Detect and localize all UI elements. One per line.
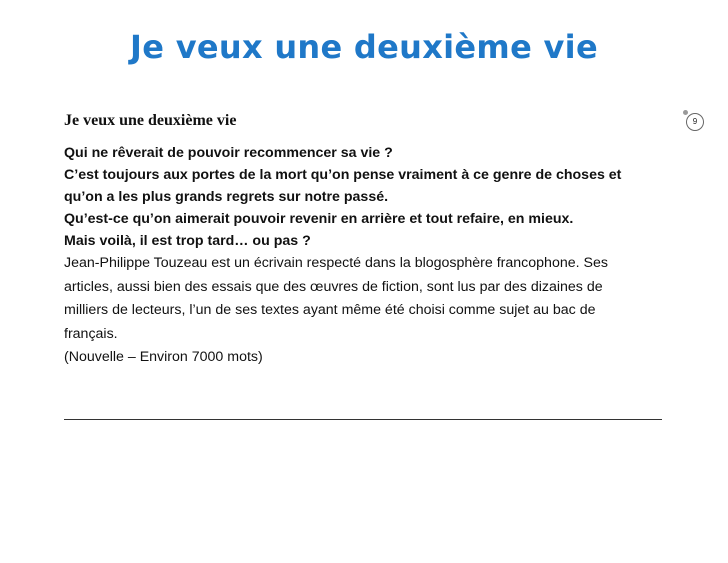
page-badge-dot bbox=[683, 110, 688, 115]
tagline-line-3: qu’on a les plus grands regrets sur notre passé. bbox=[64, 189, 389, 205]
document-body bbox=[64, 142, 664, 368]
description-line-3: milliers de lecteurs, l’un de ses textes ayant même été choisi comme sujet au bac de bbox=[64, 302, 596, 318]
description-line-1: Jean-Philippe Touzeau est un écrivain respecté dans la blogosphère francophone. Ses bbox=[64, 255, 608, 271]
tagline-line-2: C’est toujours aux portes de la mort qu’on pense vraiment à ce genre de choses et bbox=[64, 167, 622, 183]
page-number-badge: 9 bbox=[686, 113, 704, 131]
tagline-line-1: Qui ne rêverait de pouvoir recommencer sa vie ? bbox=[64, 145, 393, 161]
tagline-line-5: Mais voilà, il est trop tard… ou pas ? bbox=[64, 233, 311, 249]
divider-rule bbox=[64, 419, 662, 420]
tagline-line-4: Qu’est-ce qu’on aimerait pouvoir revenir en arrière et tout refaire, en mieux. bbox=[64, 211, 574, 227]
length-note: (Nouvelle – Environ 7000 mots) bbox=[64, 349, 263, 365]
banner-title: Je veux une deuxième vie bbox=[130, 28, 598, 66]
description-line-4: français. bbox=[64, 325, 118, 342]
description-line-2: articles, aussi bien des essais que des œuvres de fiction, sont lus par des dizaines de bbox=[64, 278, 603, 295]
document-title: Je veux une deuxième vie bbox=[64, 112, 237, 129]
